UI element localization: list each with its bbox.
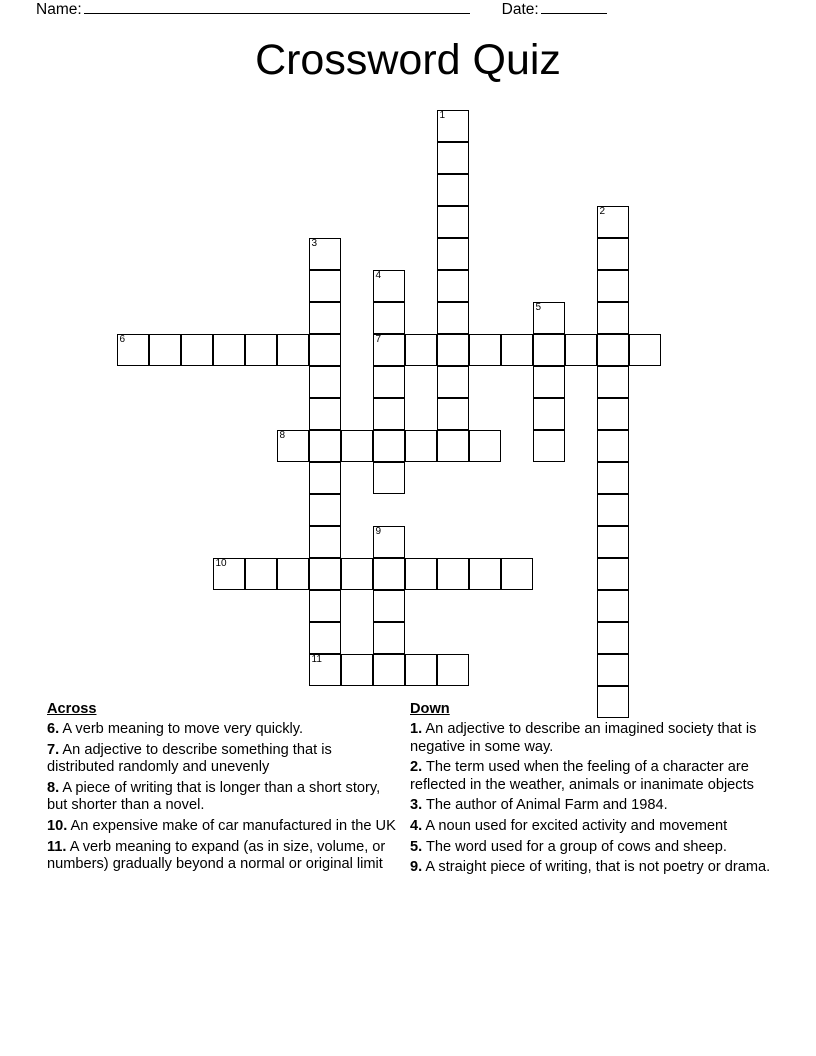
clue-number: 7.: [47, 741, 60, 758]
crossword-cell[interactable]: [437, 398, 469, 430]
crossword-cell[interactable]: [277, 430, 309, 462]
crossword-cell[interactable]: [405, 430, 437, 462]
cell-number: 3: [311, 238, 318, 249]
crossword-cell[interactable]: [597, 654, 629, 686]
clue-text: An adjective to describe an imagined society that is negative in some way.: [410, 721, 757, 755]
crossword-cell[interactable]: [597, 270, 629, 302]
crossword-cell[interactable]: [117, 334, 149, 366]
crossword-cell[interactable]: [373, 302, 405, 334]
crossword-cell[interactable]: [533, 334, 565, 366]
clue-text: A noun used for excited activity and movement: [422, 817, 728, 834]
crossword-cell[interactable]: [405, 558, 437, 590]
crossword-cell[interactable]: [469, 430, 501, 462]
crossword-cell[interactable]: [597, 462, 629, 494]
clue-number: 8.: [47, 779, 60, 796]
crossword-cell[interactable]: [469, 558, 501, 590]
crossword-cell[interactable]: [309, 238, 341, 270]
crossword-cell[interactable]: [597, 302, 629, 334]
crossword-cell[interactable]: [373, 462, 405, 494]
crossword-cell[interactable]: [437, 366, 469, 398]
clue-text: An adjective to describe something that is distributed randomly and unevenly: [47, 741, 332, 776]
crossword-cell[interactable]: [597, 366, 629, 398]
crossword-cell[interactable]: [437, 334, 469, 366]
page-title: Crossword Quiz: [255, 36, 561, 84]
clue-number: 3.: [410, 797, 423, 814]
crossword-cell[interactable]: [437, 238, 469, 270]
crossword-cell[interactable]: [309, 366, 341, 398]
crossword-cell[interactable]: [437, 430, 469, 462]
crossword-cell[interactable]: [341, 430, 373, 462]
crossword-cell[interactable]: [309, 654, 341, 686]
crossword-cell[interactable]: [309, 334, 341, 366]
crossword-cell[interactable]: [437, 302, 469, 334]
clues-section: [0, 700, 816, 1000]
clue-number: 11.: [47, 838, 67, 855]
cell-number: 10: [215, 558, 227, 569]
crossword-cell[interactable]: [373, 430, 405, 462]
cell-number: 1: [439, 110, 446, 121]
clue-item: [47, 818, 397, 836]
clue-item: [47, 839, 397, 874]
crossword-cell[interactable]: [597, 494, 629, 526]
crossword-cell[interactable]: [309, 590, 341, 622]
clue-text: An expensive make of car manufactured in the UK: [67, 817, 396, 834]
crossword-cell[interactable]: [309, 302, 341, 334]
crossword-cell[interactable]: [437, 206, 469, 238]
clue-item: [410, 797, 772, 815]
crossword-cell[interactable]: [597, 590, 629, 622]
clue-number: 9.: [410, 859, 423, 876]
crossword-cell[interactable]: [149, 334, 181, 366]
crossword-cell[interactable]: [309, 526, 341, 558]
crossword-cell[interactable]: [437, 654, 469, 686]
clue-item: [410, 721, 772, 756]
clue-item: [47, 742, 397, 777]
crossword-cell[interactable]: [597, 558, 629, 590]
crossword-cell[interactable]: [373, 622, 405, 654]
cell-number: 4: [375, 270, 382, 281]
clue-item: [410, 839, 772, 857]
down-clue-list: [410, 721, 772, 877]
clue-item: [410, 759, 772, 794]
clue-number: 1.: [410, 721, 423, 737]
name-label: Name:: [36, 1, 82, 18]
cell-number: 11: [311, 654, 322, 665]
crossword-cell[interactable]: [373, 366, 405, 398]
clue-item: [47, 780, 397, 815]
clue-item: [410, 859, 772, 877]
crossword-cell[interactable]: [213, 334, 245, 366]
crossword-cell[interactable]: [373, 526, 405, 558]
across-clues-column: [47, 700, 397, 877]
clue-number: 2.: [410, 759, 423, 776]
crossword-cell[interactable]: [437, 142, 469, 174]
cell-number: 8: [279, 430, 286, 441]
crossword-cell[interactable]: [437, 174, 469, 206]
across-heading: Across: [47, 701, 97, 717]
crossword-cell[interactable]: [373, 334, 405, 366]
clue-text: A verb meaning to expand (as in size, volume, or numbers) gradually beyond a normal or original limit: [47, 838, 386, 873]
down-heading: Down: [410, 701, 450, 717]
crossword-cell[interactable]: [597, 206, 629, 238]
crossword-cell[interactable]: [597, 334, 629, 366]
crossword-cell[interactable]: [309, 270, 341, 302]
crossword-cell[interactable]: [309, 558, 341, 590]
clue-text: The term used when the feeling of a character are reflected in the weather, animals or inanimate objects: [410, 759, 754, 793]
crossword-cell[interactable]: [373, 654, 405, 686]
cell-number: 2: [599, 206, 606, 217]
crossword-cell[interactable]: [341, 654, 373, 686]
clue-number: 10.: [47, 817, 68, 834]
crossword-cell[interactable]: [533, 430, 565, 462]
crossword-cell[interactable]: [245, 334, 277, 366]
crossword-cell[interactable]: [373, 558, 405, 590]
crossword-cell[interactable]: [309, 462, 341, 494]
across-clue-list: [47, 721, 397, 874]
crossword-cell[interactable]: [597, 238, 629, 270]
crossword-cell[interactable]: [405, 334, 437, 366]
clue-number: 5.: [410, 838, 423, 855]
cell-number: 5: [535, 302, 542, 313]
crossword-cell[interactable]: [309, 494, 341, 526]
crossword-cell[interactable]: [277, 334, 309, 366]
clue-text: The word used for a group of cows and sheep.: [422, 838, 727, 855]
crossword-cell[interactable]: [437, 110, 469, 142]
clue-text: A piece of writing that is longer than a short story, but shorter than a novel.: [47, 779, 381, 814]
crossword-cell[interactable]: [373, 398, 405, 430]
crossword-cell[interactable]: [597, 526, 629, 558]
date-label: Date:: [501, 1, 539, 18]
cell-number: 6: [119, 334, 126, 345]
crossword-cell[interactable]: [309, 398, 341, 430]
crossword-cell[interactable]: [437, 558, 469, 590]
crossword-cell[interactable]: [181, 334, 213, 366]
crossword-cell[interactable]: [373, 590, 405, 622]
crossword-cell[interactable]: [597, 430, 629, 462]
crossword-cell[interactable]: [405, 654, 437, 686]
crossword-cell[interactable]: [565, 334, 597, 366]
crossword-cell[interactable]: [309, 622, 341, 654]
crossword-cell[interactable]: [629, 334, 661, 366]
cell-number: 7: [375, 334, 382, 345]
crossword-cell[interactable]: [469, 334, 501, 366]
crossword-cell[interactable]: [341, 558, 373, 590]
crossword-cell[interactable]: [277, 558, 309, 590]
crossword-cell[interactable]: [533, 398, 565, 430]
crossword-cell[interactable]: [213, 558, 245, 590]
crossword-cell[interactable]: [501, 334, 533, 366]
crossword-cell[interactable]: [245, 558, 277, 590]
crossword-cell[interactable]: [501, 558, 533, 590]
crossword-cell[interactable]: [437, 270, 469, 302]
crossword-cell[interactable]: [373, 270, 405, 302]
clue-text: A straight piece of writing, that is not poetry or drama.: [422, 859, 771, 876]
clue-text: The author of Animal Farm and 1984.: [422, 797, 668, 814]
crossword-cell[interactable]: [533, 302, 565, 334]
clue-item: [47, 721, 397, 739]
crossword-cell[interactable]: [597, 622, 629, 654]
clue-number: 4.: [410, 817, 423, 834]
crossword-cell[interactable]: [597, 398, 629, 430]
crossword-cell[interactable]: [309, 430, 341, 462]
clue-item: [410, 818, 772, 836]
clue-text: A verb meaning to move very quickly.: [59, 721, 304, 737]
down-clues-column: [410, 700, 772, 880]
clue-number: 6.: [47, 721, 60, 737]
cell-number: 9: [375, 526, 382, 537]
crossword-cell[interactable]: [533, 366, 565, 398]
